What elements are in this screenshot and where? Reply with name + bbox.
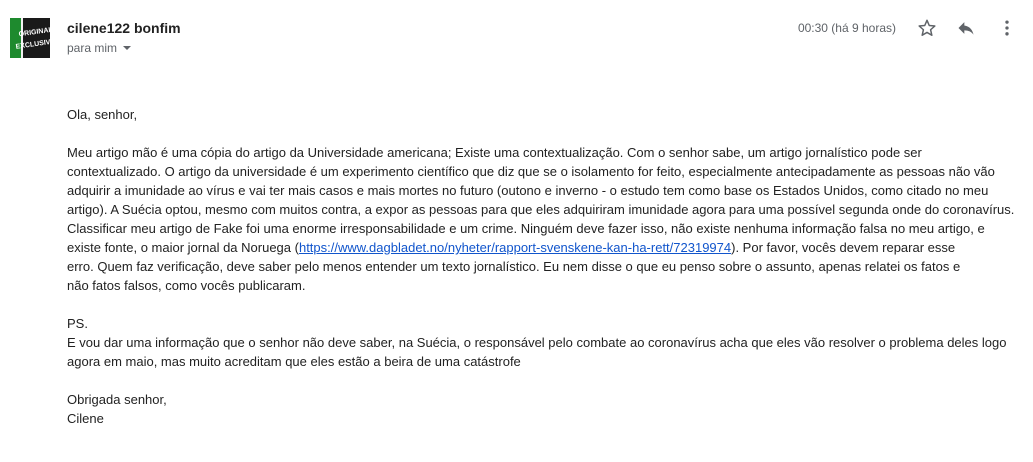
avatar-text-top: ORIGINAL xyxy=(18,26,54,39)
closing-line: Obrigada senhor, xyxy=(67,392,167,407)
star-outline-icon xyxy=(917,18,937,38)
body-line: Classificar meu artigo de Fake foi uma enorme irresponsabilidade e um crime. Ninguém deve fazer isso, não existe nenhuma informação falsa no meu artigo, e xyxy=(67,221,985,236)
avatar-logo-icon xyxy=(10,18,57,58)
paragraph-gap xyxy=(67,295,1022,314)
body-line: contextualizado. O artigo da universidade é um experimento científico que diz que se o isolamento for feito, especialmente antecipadamente as pessoas não vão xyxy=(67,164,995,179)
signature-line: Cilene xyxy=(67,411,104,426)
message-body xyxy=(67,105,1022,428)
body-line: artigo). A Suécia optou, mesmo com muitos contra, a expor as pessoas para que eles adquiriram imunidade agora para uma possível segunda onde do coronavírus. xyxy=(67,202,1015,217)
greeting-line: Ola, senhor, xyxy=(67,107,138,122)
vertical-dots-icon xyxy=(997,18,1017,38)
recipient-label: para mim xyxy=(67,41,118,55)
source-link[interactable]: https://www.dagbladet.no/nyheter/rapport-svenskene-kan-ha-rett/72319974 xyxy=(298,240,732,255)
sender-avatar[interactable] xyxy=(10,18,57,58)
star-button[interactable] xyxy=(915,16,939,40)
body-line-with-link xyxy=(67,238,1022,257)
reply-button[interactable] xyxy=(954,16,978,40)
body-line: agora em maio, mas muito acreditam que eles estão a beira de uma catástrofe xyxy=(67,354,521,369)
message-header xyxy=(0,0,1033,70)
paragraph-gap xyxy=(67,371,1022,390)
body-line: não fatos falsos, como vocês publicaram. xyxy=(67,278,306,293)
body-line: Meu artigo mão é uma cópia do artigo da Universidade americana; Existe uma contextualização. Com o senhor sabe, um artigo jornalístico pode ser xyxy=(67,145,922,160)
sender-name[interactable]: cilene122 bonfim xyxy=(67,20,181,36)
reply-arrow-icon xyxy=(956,18,976,38)
paragraph-gap xyxy=(67,124,1022,143)
body-line: E vou dar uma informação que o senhor não deve saber, na Suécia, o responsável pelo combate ao coronavírus acha que eles vão resolver o problema deles logo xyxy=(67,335,1007,350)
body-text: existe fonte, o maior jornal da Noruega ( xyxy=(67,240,299,255)
ps-label: PS. xyxy=(67,316,88,331)
body-line: erro. Quem faz verificação, deve saber pelo menos entender um texto jornalístico. Eu nem disse o que eu penso sobre o assunto, apenas relatei os fatos e xyxy=(67,259,961,274)
body-text: ). Por favor, vocês devem reparar esse xyxy=(731,240,956,255)
chevron-down-icon xyxy=(123,46,131,50)
body-line: adquirir a imunidade ao vírus e vai ter mais casos e mais mortes no futuro (outono e inverno - o estudo tem como base os Estados Unidos, como citado no meu xyxy=(67,183,989,198)
avatar-text-bottom: EXCLUSIVO xyxy=(15,38,57,51)
recipient-details-toggle[interactable] xyxy=(67,41,131,55)
more-options-button[interactable] xyxy=(995,16,1019,40)
message-timestamp: 00:30 (há 9 horas) xyxy=(797,21,896,35)
